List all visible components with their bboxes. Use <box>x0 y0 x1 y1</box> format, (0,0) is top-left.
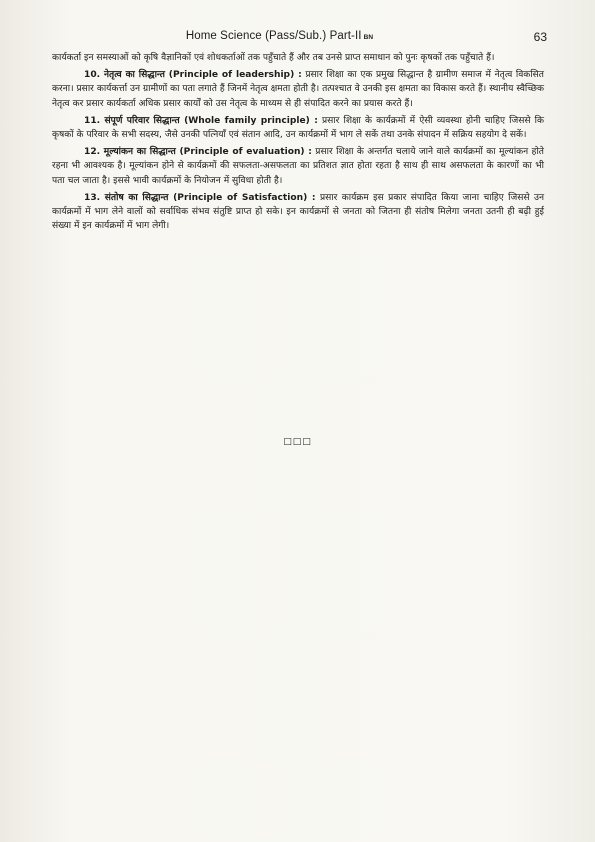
section-satisfaction <box>52 191 544 234</box>
page-header <box>52 30 547 48</box>
section-heading: 12. मूल्यांकन का सिद्धान्त (Principle of evaluation) : <box>84 147 312 158</box>
section-heading: 11. संपूर्ण परिवार सिद्धान्त (Whole family principle) : <box>84 115 318 126</box>
running-head-title: Home Science (Pass/Sub.) Part-II <box>185 30 362 42</box>
section-evaluation <box>52 145 544 188</box>
section-text: प्रसार शिक्षा का एक प्रमुख सिद्धान्त है ग्रामीण समाज में नेतृत्व विकसित करना। प्रसार कार्यकर्त्ता उन ग्रामीणों का पता लगाते हैं जिनमें नेतृत्व क्षमता होती है। तत्पश्चात वे उनकी इस क्षमता का विकास करते हैं। स्थानीय स्वैच्छिक नेतृत्व कर प्रसार कार्यकर्ता अधिक प्रसार कार्यों को उस नेतृत्व के माध्यम से ही संपादित करने का प्रयास करते हैं। <box>52 70 544 109</box>
section-text: प्रसार कार्यक्रम इस प्रकार संपादित किया जाना चाहिए जिससे उन कार्यक्रमों में भाग लेने वालों को सर्वाधिक संभव संतुष्टि प्राप्त हो सके। इन कार्यक्रमों से जनता को जितना ही संतोष मिलेगा जनता उतनी ही बढ़ी हुई संख्या में इन कार्यक्रमों में भाग लेगी। <box>52 192 544 232</box>
page-number: 63 <box>533 30 547 44</box>
book-code: BN <box>363 34 374 41</box>
intro-paragraph: कार्यकर्ता इन समस्याओं को कृषि वैज्ञानिकों एवं शोधकर्ताओं तक पहुँचाते हैं और तब उनसे प्राप्त समाधान को पुनः कृषकों तक पहुँचाते हैं। <box>52 53 495 63</box>
section-heading: 13. संतोष का सिद्धान्त (Principle of Satisfaction) : <box>84 192 316 203</box>
section-text: प्रसार शिक्षा के कार्यक्रमों में ऐसी व्यवस्था होनी चाहिए जिससे कि कृषकों के परिवार के सभी सदस्य, जैसे उनकी पत्नियाँ एवं संतान आदि, उन कार्यक्रमों में भाग ले सकें तथा उनके संपादन में सक्रिय सहयोग दे सकें। <box>52 115 544 141</box>
section-text: प्रसार शिक्षा के अन्तर्गत चलाये जाने वाले कार्यक्रमों का मूल्यांकन होते रहना भी आवश्यक है। मूल्यांकन होने से कार्यक्रमों की सफलता-असफलता का प्रतिशत ज्ञात होता रहता है साथ ही साथ असफलता के कारणों का भी पता चल जाता है। इससे भावी कार्यक्रमों के नियोजन में सुविधा होती है। <box>52 147 544 186</box>
page-body <box>52 51 544 236</box>
section-leadership <box>52 68 544 111</box>
section-heading: 10. नेतृत्व का सिद्धान्त (Principle of leadership) : <box>84 70 302 81</box>
running-head <box>52 30 507 42</box>
end-ornament: □□□ <box>283 437 312 447</box>
section-whole-family <box>52 114 544 142</box>
